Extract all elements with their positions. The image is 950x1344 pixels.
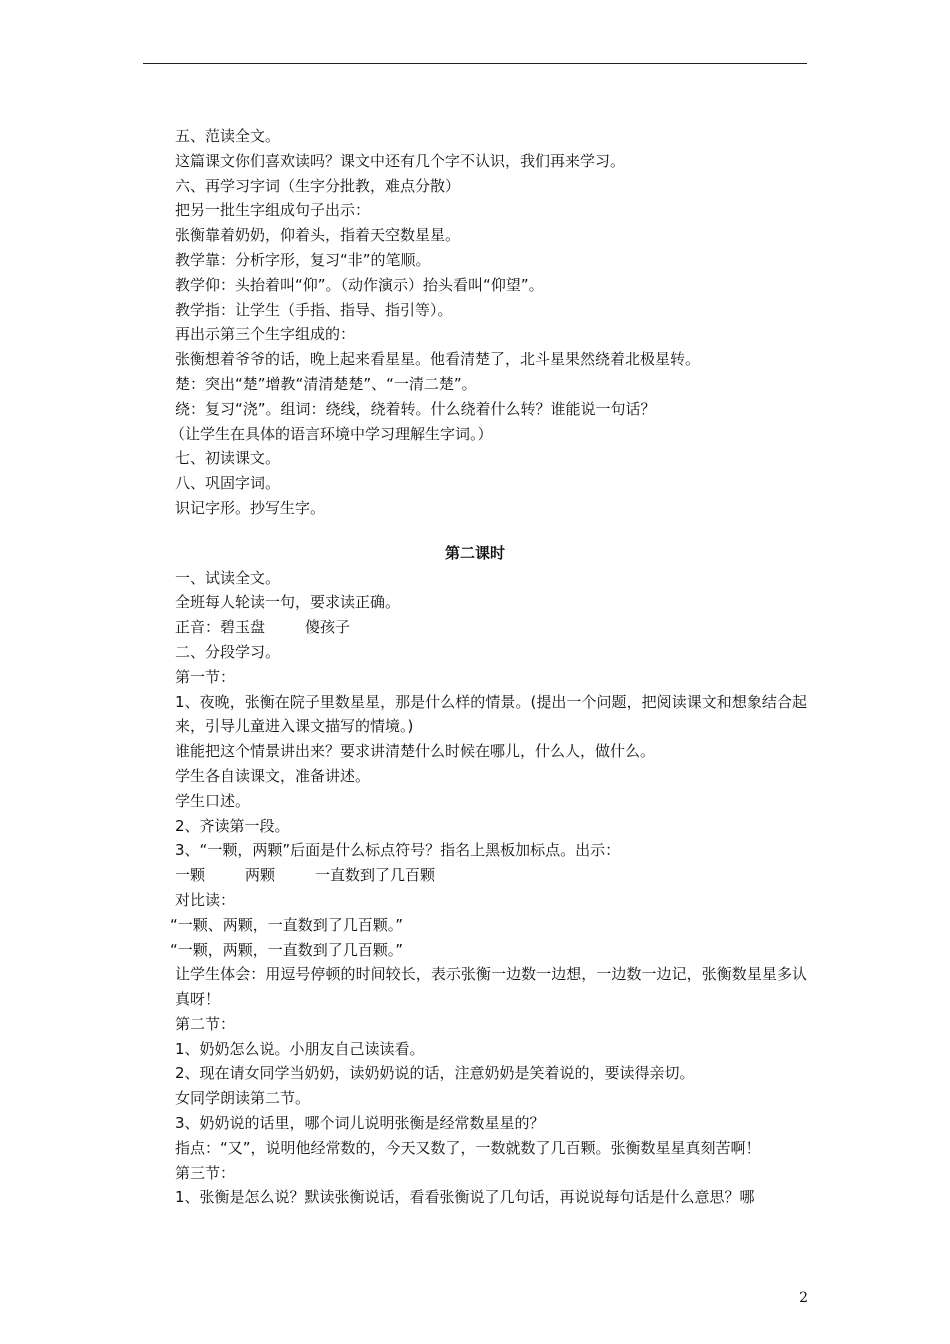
text-line: 再出示第三个生字组成的： xyxy=(175,325,356,344)
count-item: 一颗 xyxy=(175,866,206,885)
text-line: 1、奶奶怎么说。小朋友自己读读看。 xyxy=(175,1039,425,1058)
text-line: 八、巩固字词。 xyxy=(175,474,281,493)
count-row xyxy=(143,863,807,888)
text-line: 指点：“又”，说明他经常数的，今天又数了，一数就数了几百颗。张衡数星星真刻苦啊！ xyxy=(175,1138,761,1157)
text-line: 教学指：让学生（手指、指导、指引等）。 xyxy=(175,300,453,319)
text-line: 3、“一颗，两颗”后面是什么标点符号？指名上黑板加标点。出示： xyxy=(175,841,621,860)
document-body xyxy=(143,124,807,1210)
text-line: 学生各自读课文，准备讲述。 xyxy=(175,766,371,785)
text-line: 3、奶奶说的话里，哪个词儿说明张衡是经常数星星的？ xyxy=(175,1114,545,1133)
text-line: 五、范读全文。 xyxy=(175,127,281,145)
text-line: 学生口述。 xyxy=(175,791,251,810)
text-line: 一、试读全文。 xyxy=(175,568,281,587)
text-line: 第二节： xyxy=(175,1014,236,1033)
quote-line: “一颗、两颗，一直数到了几百颗。” xyxy=(170,915,404,934)
text-line: 第三节： xyxy=(175,1163,236,1182)
text-line: 识记字形。抄写生字。 xyxy=(175,498,326,517)
text-line: 2、现在请女同学当奶奶，读奶奶说的话，注意奶奶是笑着说的，要读得亲切。 xyxy=(175,1064,695,1083)
count-item: 两颗 xyxy=(245,866,276,885)
section-heading: 第二课时 xyxy=(444,543,505,562)
text-line: 把另一批生字组成句子出示： xyxy=(175,201,371,220)
paragraph: 1、夜晚，张衡在院子里数星星，那是什么样的情景。(提出一个问题，把阅读课文和想象结合起来，引导儿童进入课文描写的情境。) xyxy=(175,692,807,736)
text-line: 全班每人轮读一句，要求读正确。 xyxy=(175,593,401,612)
pinyin-item: 傻孩子 xyxy=(305,618,351,637)
text-line: （让学生在具体的语言环境中学习理解生字词。） xyxy=(170,424,493,443)
text-line: 二、分段学习。 xyxy=(175,642,281,661)
text-line: 女同学朗读第二节。 xyxy=(175,1089,311,1108)
paragraph: 让学生体会：用逗号停顿的时间较长，表示张衡一边数一边想，一边数一边记，张衡数星星多认真呀！ xyxy=(175,965,807,1009)
text-line: 教学靠：分析字形，复习“非”的笔顺。 xyxy=(175,250,431,269)
text-line: 对比读： xyxy=(175,890,236,909)
text-line: 谁能把这个情景讲出来？要求讲清楚什么时候在哪儿，什么人，做什么。 xyxy=(175,742,656,761)
text-line: 六、再学习字词（生字分批教，难点分散） xyxy=(175,176,461,195)
text-line: 第一节： xyxy=(175,667,236,686)
text-line: 2、齐读第一段。 xyxy=(175,816,290,835)
header-rule xyxy=(143,63,807,64)
count-item: 一直数到了几百颗 xyxy=(315,866,436,885)
text-line: 1、张衡是怎么说？默读张衡说话，看看张衡说了几句话，再说说每句话是什么意思？哪 xyxy=(175,1188,755,1207)
text-line: 这篇课文你们喜欢读吗？课文中还有几个字不认识，我们再来学习。 xyxy=(175,151,626,170)
pinyin-item: 正音：碧玉盘 xyxy=(175,618,266,637)
text-line: 七、初读课文。 xyxy=(175,449,281,468)
text-line: 张衡想着爷爷的话，晚上起来看星星。他看清楚了，北斗星果然绕着北极星转。 xyxy=(175,350,701,369)
page-number: 2 xyxy=(799,1290,808,1306)
text-line: 教学仰：头抬着叫“仰”。（动作演示）抬头看叫“仰望”。 xyxy=(175,275,544,294)
quote-line: “一颗，两颗，一直数到了几百颗。” xyxy=(170,940,404,959)
text-line: 张衡靠着奶奶，仰着头，指着天空数星星。 xyxy=(175,226,461,245)
text-line: 绕：复习“浇”。组词：绕线，绕着转。什么绕着什么转？谁能说一句话？ xyxy=(175,399,656,418)
pinyin-row xyxy=(143,615,807,640)
text-line: 楚：突出“楚”增教“清清楚楚”、“一清二楚”。 xyxy=(175,374,477,393)
